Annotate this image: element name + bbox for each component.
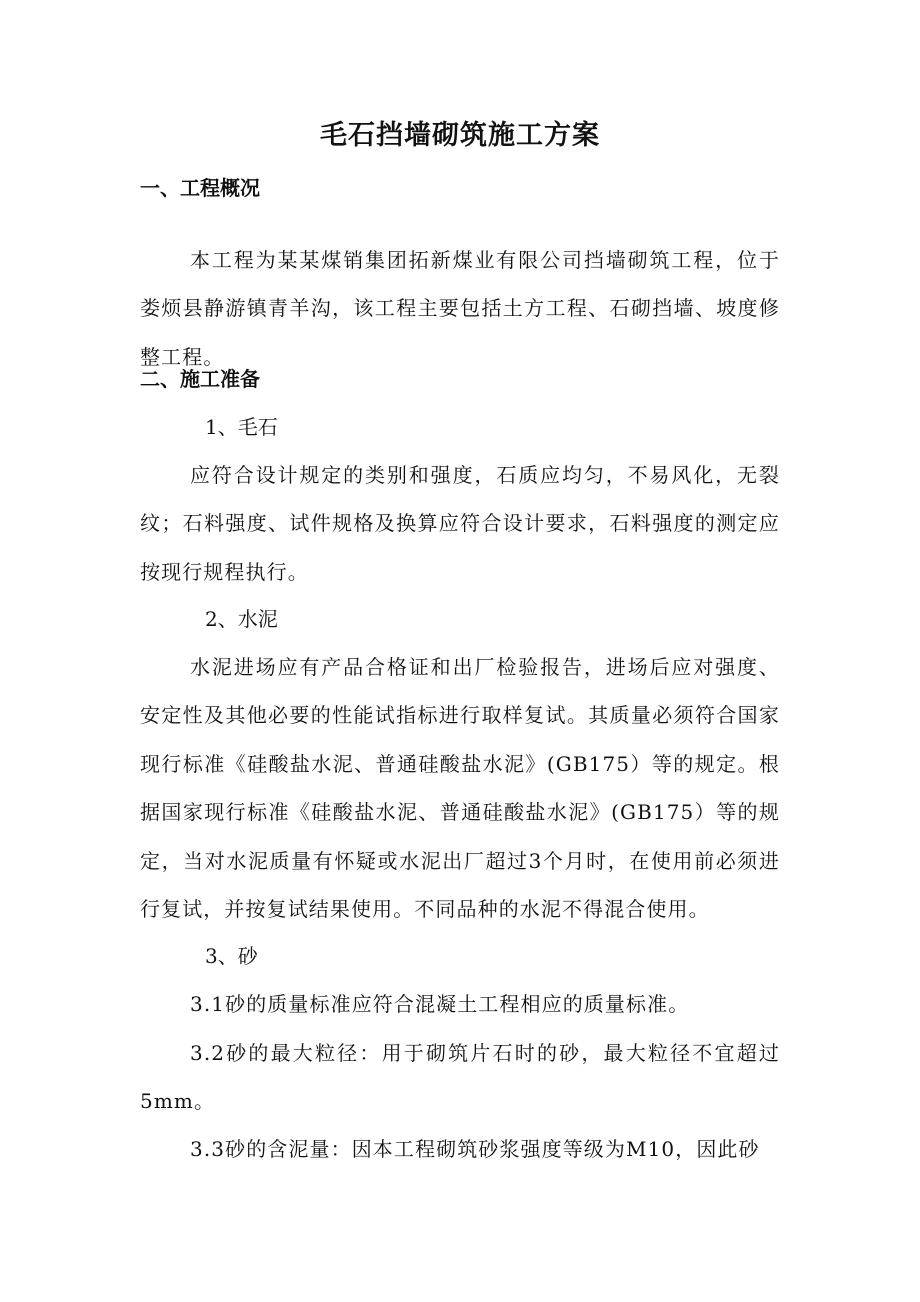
sand-point-3: 3.3砂的含泥量：因本工程砌筑砂浆强度等级为M10，因此砂 <box>190 1137 760 1161</box>
subheading-cement: 2、水泥 <box>205 607 278 631</box>
sand-point-2: 3.2砂的最大粒径：用于砌筑片石时的砂，最大粒径不宜超过5mm。 <box>140 1041 780 1114</box>
section-heading-preparation: 二、施工准备 <box>140 367 260 391</box>
subheading-sand: 3、砂 <box>205 944 258 968</box>
overview-paragraph: 本工程为某某煤销集团拓新煤业有限公司挡墙砌筑工程，位于娄烦县静游镇青羊沟，该工程主要包括土方工程、石砌挡墙、坡度修整工程。 <box>140 248 780 369</box>
rubble-stone-paragraph: 应符合设计规定的类别和强度，石质应均匀，不易风化，无裂纹；石料强度、试件规格及换算应符合设计要求，石料强度的测定应按现行规程执行。 <box>140 463 780 584</box>
cement-paragraph: 水泥进场应有产品合格证和出厂检验报告，进场后应对强度、安定性及其他必要的性能试指标进行取样复试。其质量必须符合国家现行标准《硅酸盐水泥、普通硅酸盐水泥》(GB175）等的规定。根据国家现行标准《硅酸盐水泥、普通硅酸盐水泥》(GB175）等的规定，当对水泥质量有怀疑或水泥出厂超过3个月时，在使用前必须进行复试，并按复试结果使用。不同品种的水泥不得混合使用。 <box>140 655 780 922</box>
document-title: 毛石挡墙砌筑施工方案 <box>320 120 600 151</box>
sand-point-1: 3.1砂的质量标准应符合混凝土工程相应的质量标准。 <box>190 992 690 1016</box>
subheading-rubble-stone: 1、毛石 <box>205 415 278 439</box>
section-heading-overview: 一、工程概况 <box>140 176 260 200</box>
